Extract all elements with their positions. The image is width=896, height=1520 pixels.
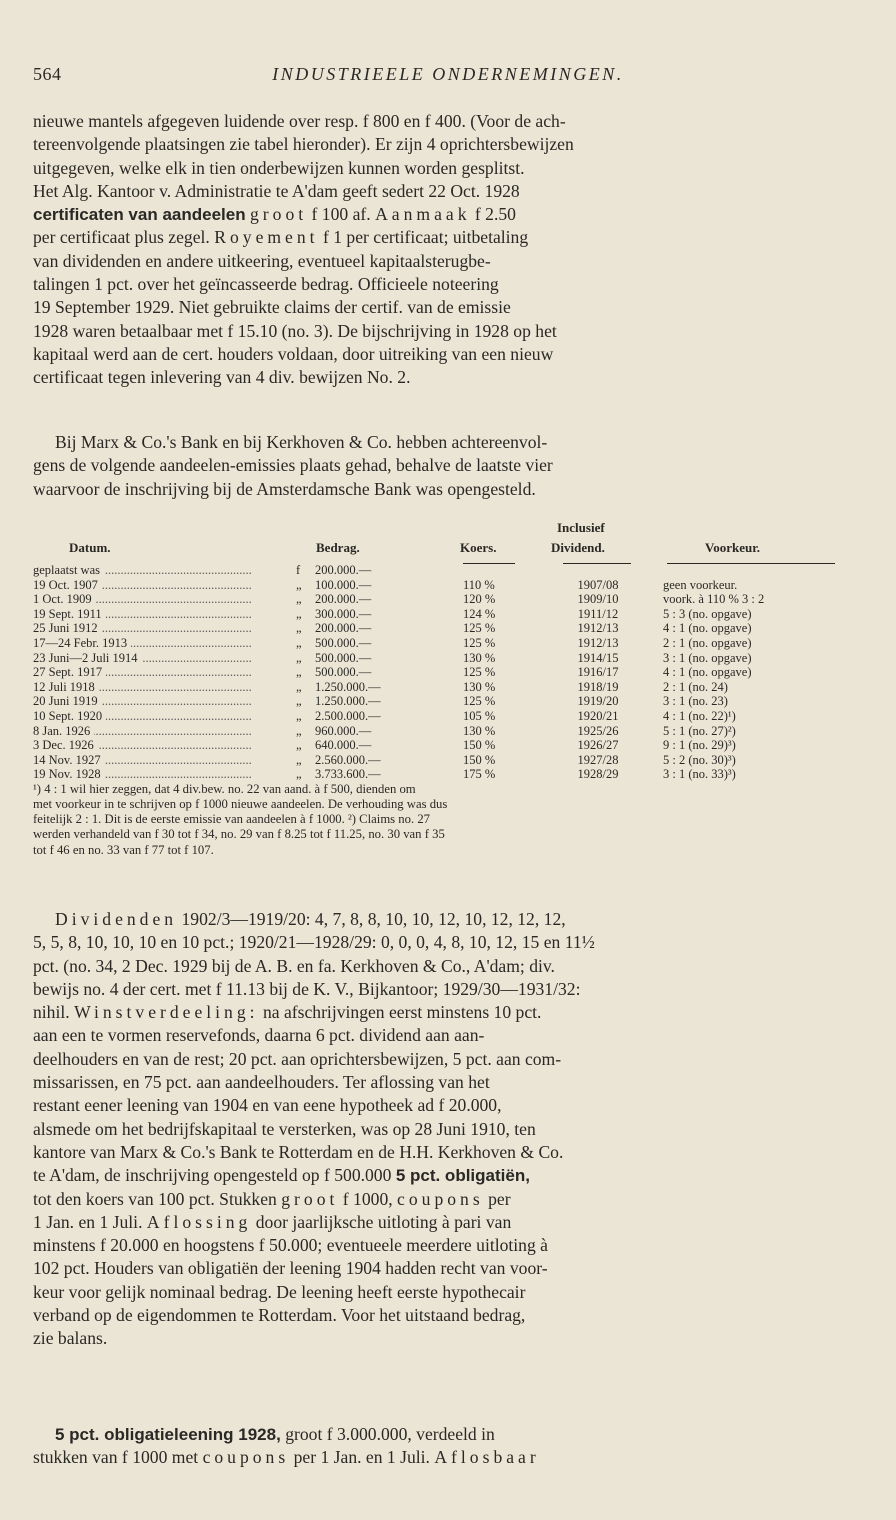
cell-currency: „ xyxy=(296,694,302,709)
date-label: 1 Oct. 1909 xyxy=(33,592,96,606)
cell-date xyxy=(33,563,278,578)
paragraph-certificates xyxy=(33,110,863,390)
text-line: uitgegeven, welke elk in tien onderbewijzen kunnen worden gesplitst. xyxy=(33,157,525,178)
cell-currency: „ xyxy=(296,577,302,592)
text-line: tereenvolgende plaatsingen zie tabel hieronder). Er zijn 4 oprichtersbewijzen xyxy=(33,134,574,155)
paragraph-bond-1928 xyxy=(33,1423,863,1470)
table-header xyxy=(33,516,863,563)
table-row xyxy=(33,651,863,666)
page-header xyxy=(33,62,863,92)
cell-date xyxy=(33,636,278,651)
spaced-term: Aanmaak xyxy=(375,204,471,225)
cell-bedrag: 500.000.— xyxy=(315,650,372,665)
table-row xyxy=(33,767,863,782)
cell-date xyxy=(33,767,278,782)
text-line xyxy=(33,1211,863,1234)
footnote-line: ¹) 4 : 1 wil hier zeggen, dat 4 div.bew. no. 22 van aand. à f 500, dienden om xyxy=(33,781,416,796)
cell-voorkeur: voork. à 110 % 3 : 2 xyxy=(663,592,765,607)
date-label: 19 Oct. 1907 xyxy=(33,578,102,592)
date-label: 14 Nov. 1927 xyxy=(33,753,105,767)
text-line: restant eener leening van 1904 en van eene hypotheek ad f 20.000, xyxy=(33,1095,502,1116)
text-line xyxy=(33,1446,863,1469)
text-run: f 1 per certificaat; uitbetaling xyxy=(322,227,529,248)
cell-bedrag: 500.000.— xyxy=(315,665,372,680)
text-line: gens de volgende aandeelen-emissies plaats gehad, behalve de laatste vier xyxy=(33,455,553,476)
table-row xyxy=(33,738,863,753)
text-line xyxy=(33,1001,863,1024)
cell-dividend: 1912/13 xyxy=(577,635,619,650)
table-rule xyxy=(667,563,835,564)
text-line: 19 September 1929. Niet gebruikte claims der certif. van de emissie xyxy=(33,297,511,318)
cell-bedrag: 960.000.— xyxy=(315,723,372,738)
text-run: na afschrijvingen eerst minstens 10 pct. xyxy=(262,1002,542,1023)
cell-dividend: 1909/10 xyxy=(577,592,619,607)
cell-date xyxy=(33,607,278,622)
header-datum: Datum. xyxy=(69,540,111,555)
cell-currency: „ xyxy=(296,665,302,680)
text-line xyxy=(33,1423,863,1446)
text-line: missarissen, en 75 pct. aan aandeelhouders. Ter aflossing van het xyxy=(33,1072,490,1093)
table-row xyxy=(33,709,863,724)
text-run: per 1 Jan. en 1 Juli. xyxy=(293,1447,430,1468)
text-run: stukken van f 1000 met xyxy=(33,1447,199,1468)
cell-currency: „ xyxy=(296,679,302,694)
cell-currency: „ xyxy=(296,767,302,782)
cell-koers: 124 % xyxy=(463,606,496,621)
spaced-term: coupons xyxy=(397,1188,484,1209)
cell-date xyxy=(33,621,278,636)
date-label: 8 Jan. 1926 xyxy=(33,724,94,738)
cell-voorkeur: 3 : 1 (no. opgave) xyxy=(663,650,752,665)
cell-koers: 175 % xyxy=(463,767,496,782)
table-row xyxy=(33,563,863,578)
cell-voorkeur: 5 : 3 (no. opgave) xyxy=(663,606,752,621)
cell-bedrag: 200.000.— xyxy=(315,592,372,607)
cell-bedrag: 200.000.— xyxy=(315,563,372,577)
header-inclusief: Inclusief xyxy=(557,520,605,535)
cell-date xyxy=(33,753,278,768)
text-run: te A'dam, de inschrijving opengesteld op f 500.000 xyxy=(33,1165,392,1186)
cell-currency: „ xyxy=(296,738,302,753)
bold-heading-obligatien: 5 pct. obligatiën, xyxy=(395,1166,530,1186)
cell-voorkeur: geen voorkeur. xyxy=(663,577,738,592)
text-line: kantore van Marx & Co.'s Bank te Rotterdam en de H.H. Kerkhoven & Co. xyxy=(33,1141,564,1162)
footnote-line: werden verhandeld van f 30 tot f 34, no. 29 van f 8.25 tot f 11.25, no. 30 van f 35 xyxy=(33,827,445,842)
date-label: 19 Sept. 1911 xyxy=(33,607,106,621)
cell-voorkeur: 5 : 1 (no. 27)²) xyxy=(663,723,736,738)
paragraph-dividends xyxy=(33,908,863,1351)
text-line: van dividenden en andere uitkeering, eventueel kapitaalsterugbe- xyxy=(33,250,491,271)
date-label: 10 Sept. 1920 xyxy=(33,709,106,723)
cell-dividend: 1912/13 xyxy=(577,621,619,636)
text-line xyxy=(33,226,863,249)
date-label: 25 Juni 1912 xyxy=(33,621,102,635)
spaced-term: Dividenden xyxy=(55,909,178,929)
text-line: Het Alg. Kantoor v. Administratie te A'dam geeft sedert 22 Oct. 1928 xyxy=(33,180,520,201)
text-line: certificaat tegen inlevering van 4 div. bewijzen No. 2. xyxy=(33,367,411,388)
text-line: 102 pct. Houders van obligatiën der leening 1904 hadden recht van voor- xyxy=(33,1258,548,1279)
table-row xyxy=(33,680,863,695)
text-line: deelhouders en van de rest; 20 pct. aan oprichtersbewijzen, 5 pct. aan com- xyxy=(33,1048,562,1069)
date-label: 3 Dec. 1926 xyxy=(33,738,98,752)
table-row xyxy=(33,665,863,680)
table-row xyxy=(33,592,863,607)
spaced-term: Royement xyxy=(214,227,319,248)
cell-currency: „ xyxy=(296,650,302,665)
table-row xyxy=(33,607,863,622)
cell-koers: 120 % xyxy=(463,592,496,607)
cell-voorkeur: 3 : 1 (no. 23) xyxy=(663,694,728,709)
date-label: geplaatst was xyxy=(33,563,104,577)
table-body xyxy=(33,578,863,782)
header-koers: Koers. xyxy=(460,540,497,555)
cell-bedrag: 500.000.— xyxy=(315,635,372,650)
header-bedrag: Bedrag. xyxy=(316,540,360,555)
text-run: door jaarlijksche uitloting à pari van xyxy=(255,1211,512,1232)
cell-koers: 125 % xyxy=(463,694,496,709)
cell-bedrag: 1.250.000.— xyxy=(315,679,381,694)
text-run: per certificaat plus zegel. xyxy=(33,227,210,248)
table-footnotes xyxy=(33,782,863,858)
cell-voorkeur: 4 : 1 (no. opgave) xyxy=(663,621,752,636)
cell-koers: 125 % xyxy=(463,635,496,650)
cell-koers: 130 % xyxy=(463,679,496,694)
text-line: waarvoor de inschrijving bij de Amsterdamsche Bank was opengesteld. xyxy=(33,478,536,499)
cell-bedrag: 3.733.600.— xyxy=(315,767,381,782)
cell-currency: „ xyxy=(296,592,302,607)
date-label: 12 Juli 1918 xyxy=(33,680,99,694)
text-line: zie balans. xyxy=(33,1328,108,1349)
paragraph-emissions xyxy=(33,431,863,501)
text-run: per xyxy=(488,1188,511,1209)
text-line xyxy=(33,1164,863,1187)
text-line: verband op de eigendommen te Rotterdam. Voor het uitstaand bedrag, xyxy=(33,1305,526,1326)
date-label: 20 Juni 1919 xyxy=(33,694,102,708)
cell-koers: 110 % xyxy=(463,577,495,592)
cell-bedrag: 100.000.— xyxy=(315,577,372,592)
cell-koers: 125 % xyxy=(463,621,496,636)
cell-bedrag: 640.000.— xyxy=(315,738,372,753)
header-voorkeur: Voorkeur. xyxy=(705,540,761,555)
cell-date xyxy=(33,578,278,593)
cell-date xyxy=(33,738,278,753)
text-line: talingen 1 pct. over het geïncasseerde bedrag. Officieele noteering xyxy=(33,274,499,295)
text-line xyxy=(33,203,863,226)
cell-currency: „ xyxy=(296,723,302,738)
cell-currency: „ xyxy=(296,752,302,767)
cell-dividend: 1918/19 xyxy=(577,679,619,694)
cell-bedrag: 2.560.000.— xyxy=(315,752,381,767)
cell-currency: „ xyxy=(296,606,302,621)
text-line xyxy=(33,1188,863,1211)
cell-dividend: 1916/17 xyxy=(577,665,619,680)
bold-heading-obligatieleening: 5 pct. obligatieleening 1928, xyxy=(55,1425,281,1444)
text-run: nihil. xyxy=(33,1002,70,1023)
header-dividend: Dividend. xyxy=(551,540,605,555)
cell-bedrag: 1.250.000.— xyxy=(315,694,381,709)
cell-voorkeur: 3 : 1 (no. 33)³) xyxy=(663,767,736,782)
date-label: 23 Juni—2 Juli 1914 xyxy=(33,651,142,665)
table-row xyxy=(33,636,863,651)
cell-date xyxy=(33,665,278,680)
footnote-line: met voorkeur in te schrijven op f 1000 nieuwe aandeelen. De verhouding was dus xyxy=(33,797,448,812)
spaced-term: Aflosbaar xyxy=(434,1447,540,1468)
spaced-term: Aflossing xyxy=(146,1211,252,1232)
cell-date xyxy=(33,724,278,739)
cell-dividend: 1925/26 xyxy=(577,723,619,738)
cell-currency: f xyxy=(296,563,301,577)
cell-koers: 125 % xyxy=(463,665,496,680)
cell-date xyxy=(33,694,278,709)
cell-koers: 130 % xyxy=(463,723,496,738)
cell-dividend: 1907/08 xyxy=(577,577,619,592)
cell-date xyxy=(33,592,278,607)
text-run: groot f 3.000.000, verdeeld in xyxy=(285,1424,495,1444)
cell-voorkeur: 5 : 2 (no. 30)³) xyxy=(663,752,736,767)
emissions-table xyxy=(33,516,863,858)
page-number: 564 xyxy=(33,64,62,84)
table-row xyxy=(33,694,863,709)
text-line: 5, 5, 8, 10, 10, 10 en 10 pct.; 1920/21—1928/29: 0, 0, 0, 4, 8, 10, 12, 15 en 11½ xyxy=(33,932,595,953)
cell-currency: „ xyxy=(296,635,302,650)
cell-bedrag: 2.500.000.— xyxy=(315,708,381,723)
cell-bedrag: 300.000.— xyxy=(315,606,372,621)
bold-heading-certificaten: certificaten van aandeelen xyxy=(33,205,246,225)
cell-voorkeur: 4 : 1 (no. opgave) xyxy=(663,665,752,680)
text-run: tot den koers van 100 pct. Stukken xyxy=(33,1188,277,1209)
text-line xyxy=(33,908,863,931)
cell-koers: 130 % xyxy=(463,650,496,665)
cell-voorkeur: 4 : 1 (no. 22)¹) xyxy=(663,708,736,723)
text-run: f 1000, xyxy=(342,1188,393,1209)
text-run: 1902/3—1919/20: 4, 7, 8, 8, 10, 10, 12, 10, 12, 12, 12, xyxy=(181,909,566,929)
cell-voorkeur: 2 : 1 (no. 24) xyxy=(663,679,728,694)
spaced-term: groot xyxy=(281,1188,339,1209)
date-label: 27 Sept. 1917 xyxy=(33,665,106,679)
cell-dividend: 1911/12 xyxy=(577,606,619,621)
table-row xyxy=(33,621,863,636)
text-line: bewijs no. 4 der cert. met f 11.13 bij de K. V., Bijkantoor; 1929/30—1931/32: xyxy=(33,978,581,999)
cell-dividend: 1926/27 xyxy=(577,738,619,753)
text-run: 1 Jan. en 1 Juli. xyxy=(33,1211,143,1232)
table-rule xyxy=(563,563,631,564)
cell-voorkeur: 2 : 1 (no. opgave) xyxy=(663,635,752,650)
spaced-term: coupons xyxy=(202,1447,290,1468)
date-label: 19 Nov. 1928 xyxy=(33,767,105,781)
cell-date xyxy=(33,680,278,695)
cell-dividend: 1920/21 xyxy=(577,708,619,723)
table-rule xyxy=(463,563,515,564)
text-line: alsmede om het bedrijfskapitaal te versterken, was op 28 Juni 1910, ten xyxy=(33,1118,536,1139)
text-line: nieuwe mantels afgegeven luidende over resp. f 800 en f 400. (Voor de ach- xyxy=(33,111,566,131)
spaced-term: groot xyxy=(250,204,308,225)
cell-koers: 150 % xyxy=(463,752,496,767)
cell-dividend: 1928/29 xyxy=(577,767,619,782)
cell-dividend: 1927/28 xyxy=(577,752,619,767)
cell-bedrag: 200.000.— xyxy=(315,621,372,636)
text-run: f 2.50 xyxy=(474,204,516,225)
text-line: kapitaal werd aan de cert. houders voldaan, door uitreiking van een nieuw xyxy=(33,343,554,364)
footnote-line: feitelijk 2 : 1. Dit is de eerste emissie van aandeelen à f 1000. ²) Claims no. 27 xyxy=(33,812,431,827)
cell-koers: 150 % xyxy=(463,738,496,753)
text-line: minstens f 20.000 en hoogstens f 50.000; eventueele meerdere uitloting à xyxy=(33,1235,548,1256)
text-line: aan een te vormen reservefonds, daarna 6 pct. dividend aan aan- xyxy=(33,1025,485,1046)
text-run: f 100 af. xyxy=(311,204,371,225)
cell-koers: 105 % xyxy=(463,708,496,723)
cell-date xyxy=(33,651,278,666)
text-line: Bij Marx & Co.'s Bank en bij Kerkhoven & Co. hebben achtereenvol- xyxy=(55,432,548,452)
table-row xyxy=(33,578,863,593)
cell-dividend: 1914/15 xyxy=(577,650,619,665)
text-line: keur voor gelijk nominaal bedrag. De leening heeft eerste hypothecair xyxy=(33,1281,526,1302)
cell-dividend: 1919/20 xyxy=(577,694,619,709)
spaced-term: Winstverdeeling: xyxy=(74,1002,259,1023)
cell-currency: „ xyxy=(296,708,302,723)
text-line: 1928 waren betaalbaar met f 15.10 (no. 3). De bijschrijving in 1928 op het xyxy=(33,320,557,341)
footnote-line: tot f 46 en no. 33 van f 77 tot f 107. xyxy=(33,842,214,857)
cell-currency: „ xyxy=(296,621,302,636)
table-row xyxy=(33,724,863,739)
cell-date xyxy=(33,709,278,724)
running-title: INDUSTRIEELE ONDERNEMINGEN. xyxy=(272,64,624,84)
text-line: pct. (no. 34, 2 Dec. 1929 bij de A. B. en fa. Kerkhoven & Co., A'dam; div. xyxy=(33,955,555,976)
cell-voorkeur: 9 : 1 (no. 29)³) xyxy=(663,738,736,753)
table-row xyxy=(33,753,863,768)
date-label: 17—24 Febr. 1913 xyxy=(33,636,131,650)
